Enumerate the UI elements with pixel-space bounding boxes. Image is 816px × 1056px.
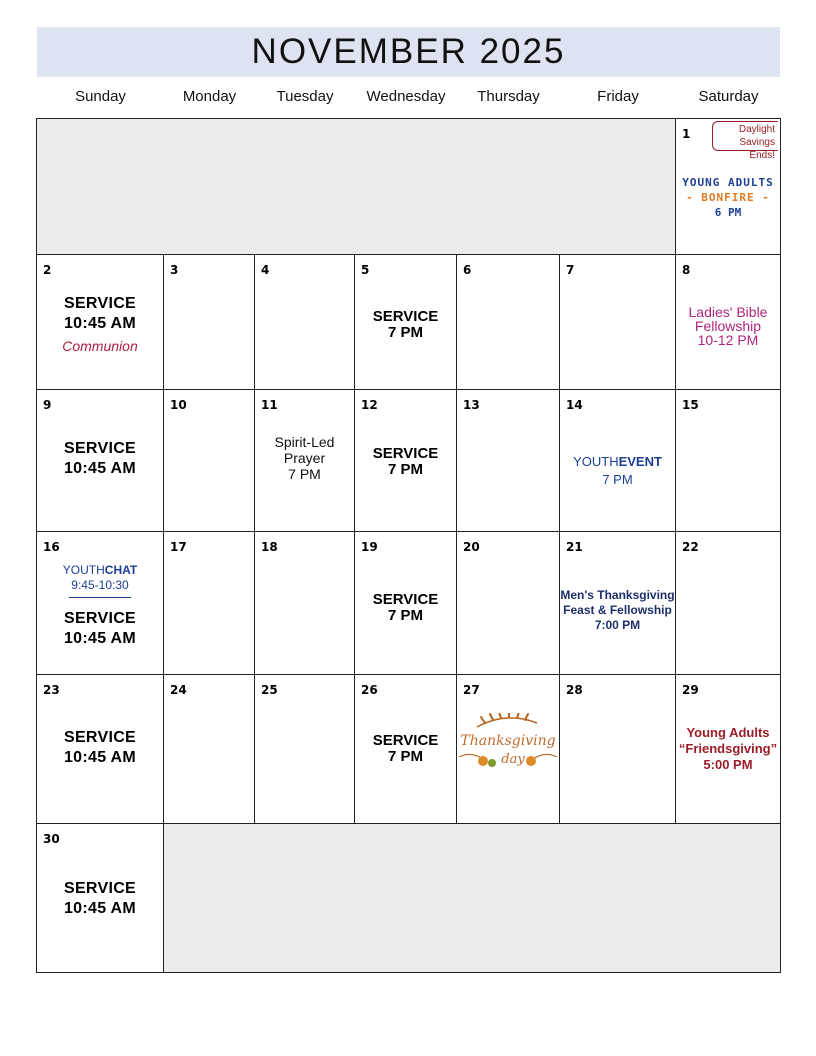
pumpkin-icon — [488, 759, 496, 767]
day-number: 3 — [170, 263, 179, 277]
day-number: 10 — [170, 398, 187, 412]
weekday-saturday: Saturday — [698, 88, 759, 105]
wednesday-service: SERVICE 7 PM — [372, 445, 439, 478]
day-cell-13[interactable] — [457, 390, 560, 532]
day-cell-16[interactable] — [37, 532, 164, 675]
day-cell-24[interactable] — [164, 675, 255, 824]
divider — [69, 597, 131, 598]
day-number: 18 — [261, 540, 278, 554]
day-number: 13 — [463, 398, 480, 412]
day-cell-8[interactable] — [676, 255, 781, 390]
day-number: 16 — [43, 540, 60, 554]
weekday-sunday: Sunday — [75, 88, 126, 105]
young-adults-friendsgiving: Young Adults “Friendsgiving” 5:00 PM — [678, 725, 778, 772]
sunday-service: SERVICE 10:45 AM — [63, 440, 137, 477]
day-cell-14[interactable] — [560, 390, 676, 532]
thanksgiving-label: Thanksgiving — [460, 733, 556, 749]
day-cell-2[interactable] — [37, 255, 164, 390]
day-cell-9[interactable] — [37, 390, 164, 532]
thanksgiving-day-label: day — [501, 752, 525, 767]
empty-cell — [37, 119, 676, 255]
day-cell-17[interactable] — [164, 532, 255, 675]
day-number: 1 — [682, 127, 691, 141]
day-cell-11[interactable] — [255, 390, 355, 532]
youth-event: YOUTHEVENT 7 PM — [573, 454, 662, 487]
day-number: 15 — [682, 398, 699, 412]
weekday-friday: Friday — [597, 88, 639, 105]
dst-note: Daylight Savings Ends! — [712, 121, 778, 151]
day-cell-22[interactable] — [676, 532, 781, 675]
day-cell-5[interactable] — [355, 255, 457, 390]
day-number: 12 — [361, 398, 378, 412]
sunday-service: SERVICE 10:45 AM — [63, 880, 137, 917]
day-number: 7 — [566, 263, 575, 277]
day-number: 28 — [566, 683, 583, 697]
sunday-service: SERVICE 10:45 AM — [63, 610, 137, 647]
wednesday-service: SERVICE 7 PM — [372, 591, 439, 624]
day-number: 26 — [361, 683, 378, 697]
day-cell-3[interactable] — [164, 255, 255, 390]
day-number: 22 — [682, 540, 699, 554]
communion-note: Communion — [62, 338, 138, 354]
day-number: 29 — [682, 683, 699, 697]
day-cell-15[interactable] — [676, 390, 781, 532]
day-cell-4[interactable] — [255, 255, 355, 390]
day-number: 5 — [361, 263, 370, 277]
day-number: 11 — [261, 398, 278, 412]
day-number: 23 — [43, 683, 60, 697]
day-cell-27[interactable] — [457, 675, 560, 824]
weekday-wednesday: Wednesday — [366, 88, 446, 105]
day-cell-18[interactable] — [255, 532, 355, 675]
day-cell-23[interactable] — [37, 675, 164, 824]
month-title: NOVEMBER 2025 — [251, 32, 566, 71]
day-cell-19[interactable] — [355, 532, 457, 675]
sunday-service: SERVICE 10:45 AM Communion — [37, 294, 163, 354]
wednesday-service: SERVICE 7 PM — [372, 732, 439, 765]
day-number: 27 — [463, 683, 480, 697]
day-cell-28[interactable] — [560, 675, 676, 824]
empty-cell — [164, 824, 781, 973]
sunday-service: SERVICE 10:45 AM — [63, 729, 137, 766]
day-cell-26[interactable] — [355, 675, 457, 824]
pumpkin-icon — [478, 756, 488, 766]
day-number: 25 — [261, 683, 278, 697]
day-number: 8 — [682, 263, 691, 277]
weekday-monday: Monday — [182, 88, 237, 105]
weekday-thursday: Thursday — [477, 88, 540, 105]
day-number: 4 — [261, 263, 270, 277]
day-number: 9 — [43, 398, 52, 412]
pumpkin-icon — [526, 756, 536, 766]
day-cell-1[interactable] — [676, 119, 781, 255]
youth-chat: YOUTHCHAT 9:45-10:30 — [37, 563, 163, 598]
weekday-tuesday: Tuesday — [276, 88, 334, 105]
wednesday-service: SERVICE 7 PM — [372, 308, 439, 341]
mens-thanksgiving-feast: Men's Thanksgiving Feast & Fellowship 7:00 PM — [560, 588, 675, 632]
young-adults-bonfire: YOUNG ADULTS - BONFIRE - 6 PM — [682, 176, 774, 219]
day-cell-10[interactable] — [164, 390, 255, 532]
day-cell-12[interactable] — [355, 390, 457, 532]
day-cell-6[interactable] — [457, 255, 560, 390]
day-cell-21[interactable] — [560, 532, 676, 675]
day-cell-20[interactable] — [457, 532, 560, 675]
day-number: 21 — [566, 540, 583, 554]
day-number: 6 — [463, 263, 472, 277]
day-number: 2 — [43, 263, 52, 277]
day-number: 17 — [170, 540, 187, 554]
day-number: 24 — [170, 683, 187, 697]
day-number: 20 — [463, 540, 480, 554]
thanksgiving-graphic — [457, 713, 559, 775]
day-cell-29[interactable] — [676, 675, 781, 824]
day-number: 19 — [361, 540, 378, 554]
day-cell-7[interactable] — [560, 255, 676, 390]
day-number: 14 — [566, 398, 583, 412]
spirit-led-prayer: Spirit-Led Prayer 7 PM — [274, 434, 335, 482]
ladies-bible-fellowship: Ladies' Bible Fellowship 10-12 PM — [688, 304, 768, 348]
day-cell-30[interactable] — [37, 824, 164, 973]
day-cell-25[interactable] — [255, 675, 355, 824]
day-number: 30 — [43, 832, 60, 846]
